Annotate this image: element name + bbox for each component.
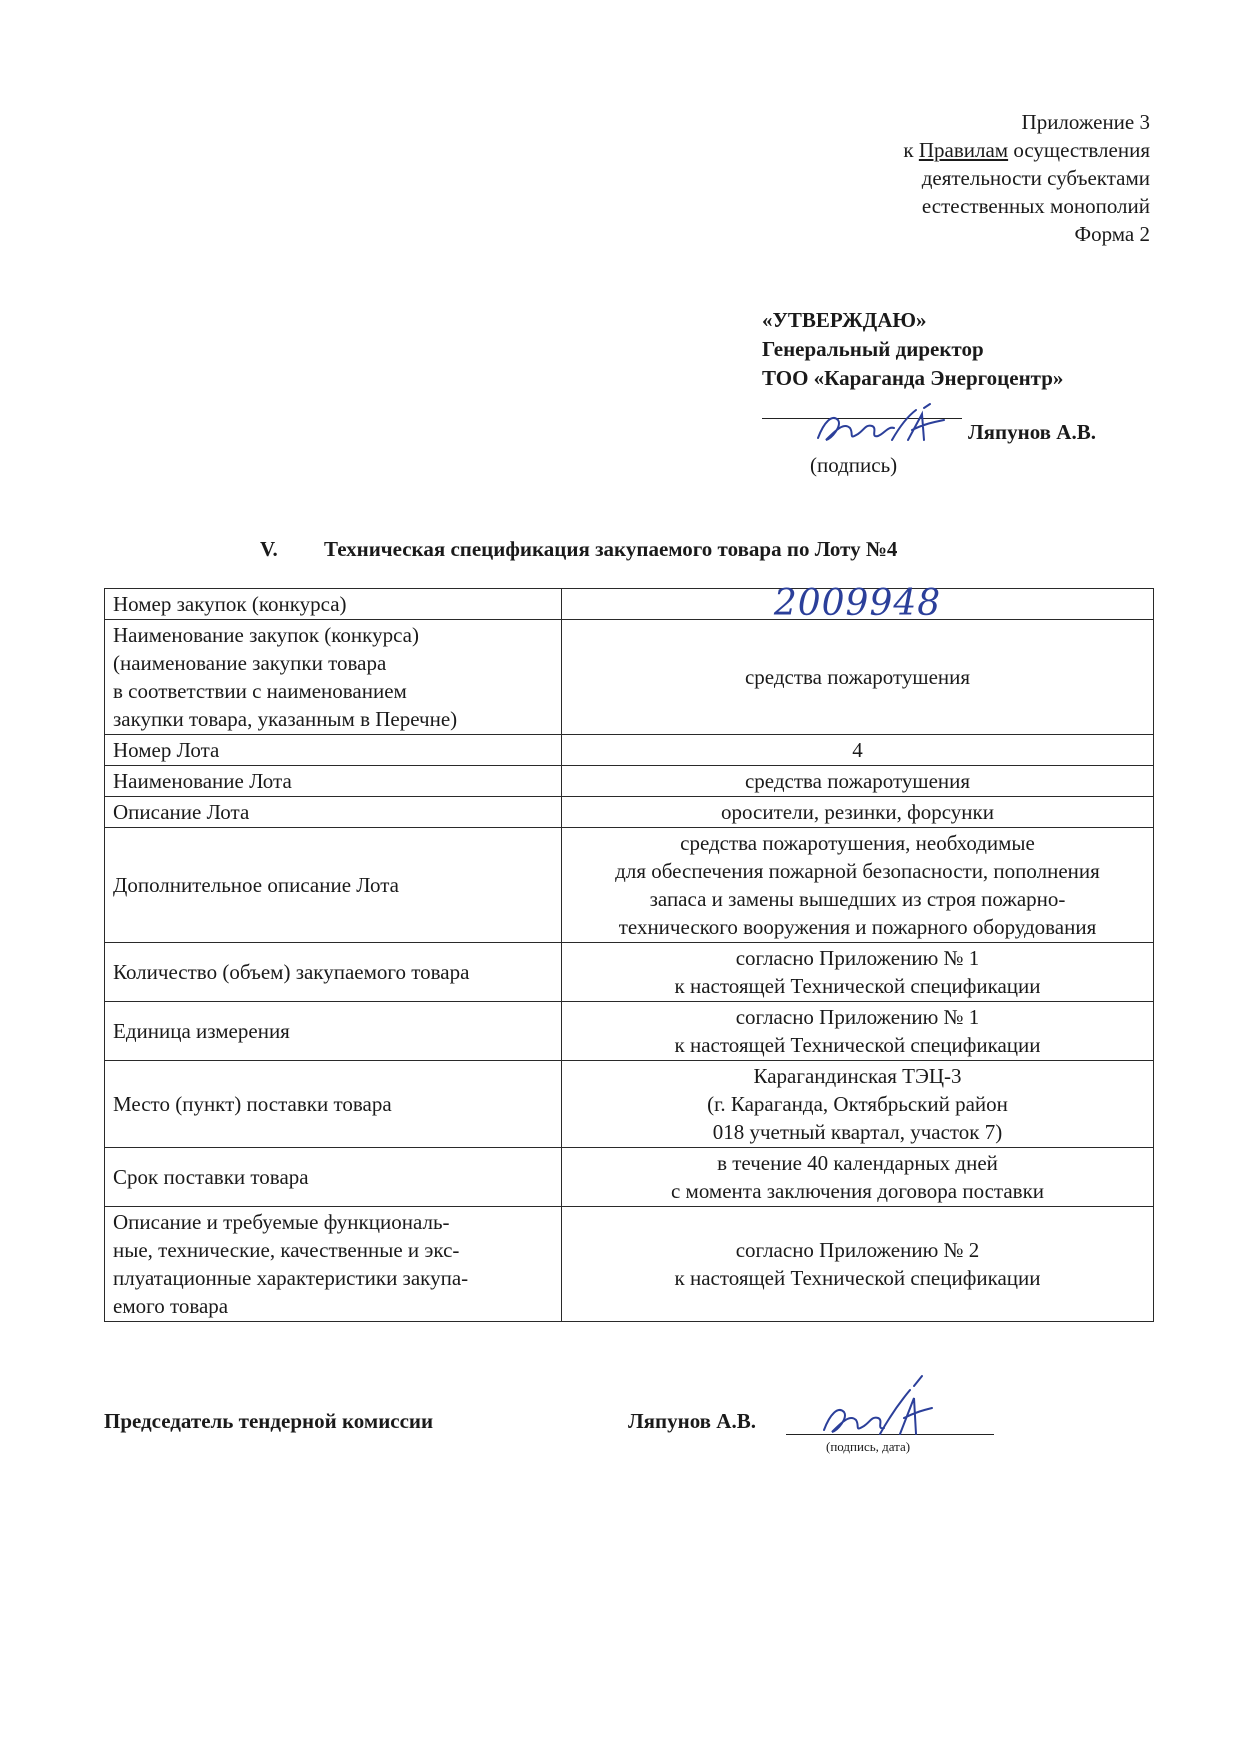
row-value-line: к настоящей Технической спецификации: [674, 1266, 1041, 1290]
row-label: [105, 943, 562, 1002]
row-label-line: Описание и требуемые функциональ-: [113, 1210, 450, 1234]
row-value-line: согласно Приложению № 1: [735, 946, 980, 970]
chair-title: Председатель тендерной комиссии: [104, 1409, 434, 1433]
annex-line-4: естественных монополий: [921, 194, 1150, 218]
row-value-line: оросители, резинки, форсунки: [721, 800, 994, 824]
approval-signer-name: Ляпунов А.В.: [968, 420, 1096, 444]
row-label-line: ные, технические, качественные и экс-: [113, 1238, 460, 1262]
table-row: [105, 828, 1154, 943]
table-row: [105, 766, 1154, 797]
section-title: Техническая спецификация закупаемого товара по Лоту №4: [324, 537, 898, 561]
row-label-line: Срок поставки товара: [113, 1165, 309, 1189]
table-row: [105, 1207, 1154, 1322]
row-label-line: Количество (объем) закупаемого товара: [113, 960, 470, 984]
annex-line-2: [903, 136, 1150, 164]
row-value: [562, 1148, 1154, 1207]
row-value-line: согласно Приложению № 1: [735, 1005, 980, 1029]
row-value: [562, 583, 1154, 624]
table-row: [105, 797, 1154, 828]
row-label: [105, 589, 562, 620]
row-value-line: с момента заключения договора поставки: [670, 1179, 1045, 1203]
row-value-line: 4: [852, 738, 863, 762]
row-label-line: Наименование закупок (конкурса): [113, 623, 419, 647]
table-row: [105, 620, 1154, 735]
annex-header: [903, 108, 1150, 248]
row-value: [562, 1002, 1154, 1061]
row-label: [105, 620, 562, 735]
row-label: [105, 1207, 562, 1322]
row-value-line: средства пожаротушения, необходимые: [680, 831, 1035, 855]
row-label-line: Место (пункт) поставки товара: [113, 1092, 392, 1116]
section-number: V.: [260, 537, 278, 561]
annex-line-3: деятельности субъектами: [921, 166, 1150, 190]
row-label: [105, 766, 562, 797]
approval-position: Генеральный директор: [762, 337, 984, 361]
row-value-line: к настоящей Технической спецификации: [674, 1033, 1041, 1057]
row-value: [562, 1207, 1154, 1322]
specification-table: [104, 583, 1154, 1322]
row-label-line: Номер закупок (конкурса): [113, 592, 347, 616]
row-value-line: согласно Приложению № 2: [735, 1238, 980, 1262]
row-value: [562, 828, 1154, 943]
annex-line-2-suffix: осуществления: [1008, 138, 1150, 162]
row-label: [105, 797, 562, 828]
chair-name: Ляпунов А.В.: [628, 1409, 756, 1433]
table-row: [105, 735, 1154, 766]
row-value-line: средства пожаротушения: [744, 665, 971, 689]
row-label-line: в соответствии с наименованием: [113, 679, 407, 703]
row-label-line: Наименование Лота: [113, 769, 292, 793]
row-label-line: Единица измерения: [113, 1019, 290, 1043]
table-row: [105, 1002, 1154, 1061]
row-value-line: запаса и замены вышедших из строя пожарно-: [649, 887, 1066, 911]
row-label-line: Описание Лота: [113, 800, 250, 824]
row-label-line: емого товара: [113, 1294, 229, 1318]
table-row: [105, 1061, 1154, 1148]
row-value-line: технического вооружения и пожарного оборудования: [618, 915, 1097, 939]
row-label: [105, 735, 562, 766]
director-signature-icon: [812, 400, 962, 450]
row-label-line: Номер Лота: [113, 738, 220, 762]
annex-line-2-prefix: к: [903, 138, 919, 162]
row-value: [562, 766, 1154, 797]
row-value-line: Карагандинская ТЭЦ-3: [753, 1064, 962, 1088]
table-row: [105, 943, 1154, 1002]
row-label-line: Дополнительное описание Лота: [113, 873, 399, 897]
rules-link[interactable]: Правилам: [918, 138, 1009, 162]
row-label-line: закупки товара, указанным в Перечне): [113, 707, 458, 731]
row-value-line: в течение 40 календарных дней: [717, 1151, 998, 1175]
table-row: [105, 1148, 1154, 1207]
approval-block: [762, 306, 1063, 393]
procurement-number: 2009948: [773, 583, 942, 624]
table-row: [105, 589, 1154, 620]
row-value-line: средства пожаротушения: [744, 769, 971, 793]
row-label: [105, 1148, 562, 1207]
section-heading: [260, 535, 897, 563]
row-value: [562, 735, 1154, 766]
row-value: [562, 620, 1154, 735]
approval-company: ТОО «Караганда Энергоцентр»: [762, 366, 1064, 390]
row-value: [562, 1061, 1154, 1148]
row-value-line: 018 учетный квартал, участок 7): [712, 1120, 1003, 1144]
annex-line-1: Приложение 3: [1021, 110, 1150, 134]
approval-title: «УТВЕРЖДАЮ»: [762, 308, 927, 332]
row-label-line: (наименование закупки товара: [113, 651, 387, 675]
row-label: [105, 1002, 562, 1061]
chair-signature-icon: [818, 1372, 938, 1438]
approval-signature-caption: (подпись): [810, 453, 898, 477]
row-label: [105, 828, 562, 943]
row-value: [562, 943, 1154, 1002]
row-value-line: для обеспечения пожарной безопасности, пополнения: [615, 859, 1100, 883]
annex-form-number: Форма 2: [1074, 222, 1150, 246]
row-label-line: плуатационные характеристики закупа-: [113, 1266, 469, 1290]
row-value-line: (г. Караганда, Октябрьский район: [707, 1092, 1008, 1116]
row-value-line: к настоящей Технической спецификации: [674, 974, 1041, 998]
chair-signature-caption: (подпись, дата): [826, 1439, 911, 1454]
row-label: [105, 1061, 562, 1148]
row-value: [562, 797, 1154, 828]
